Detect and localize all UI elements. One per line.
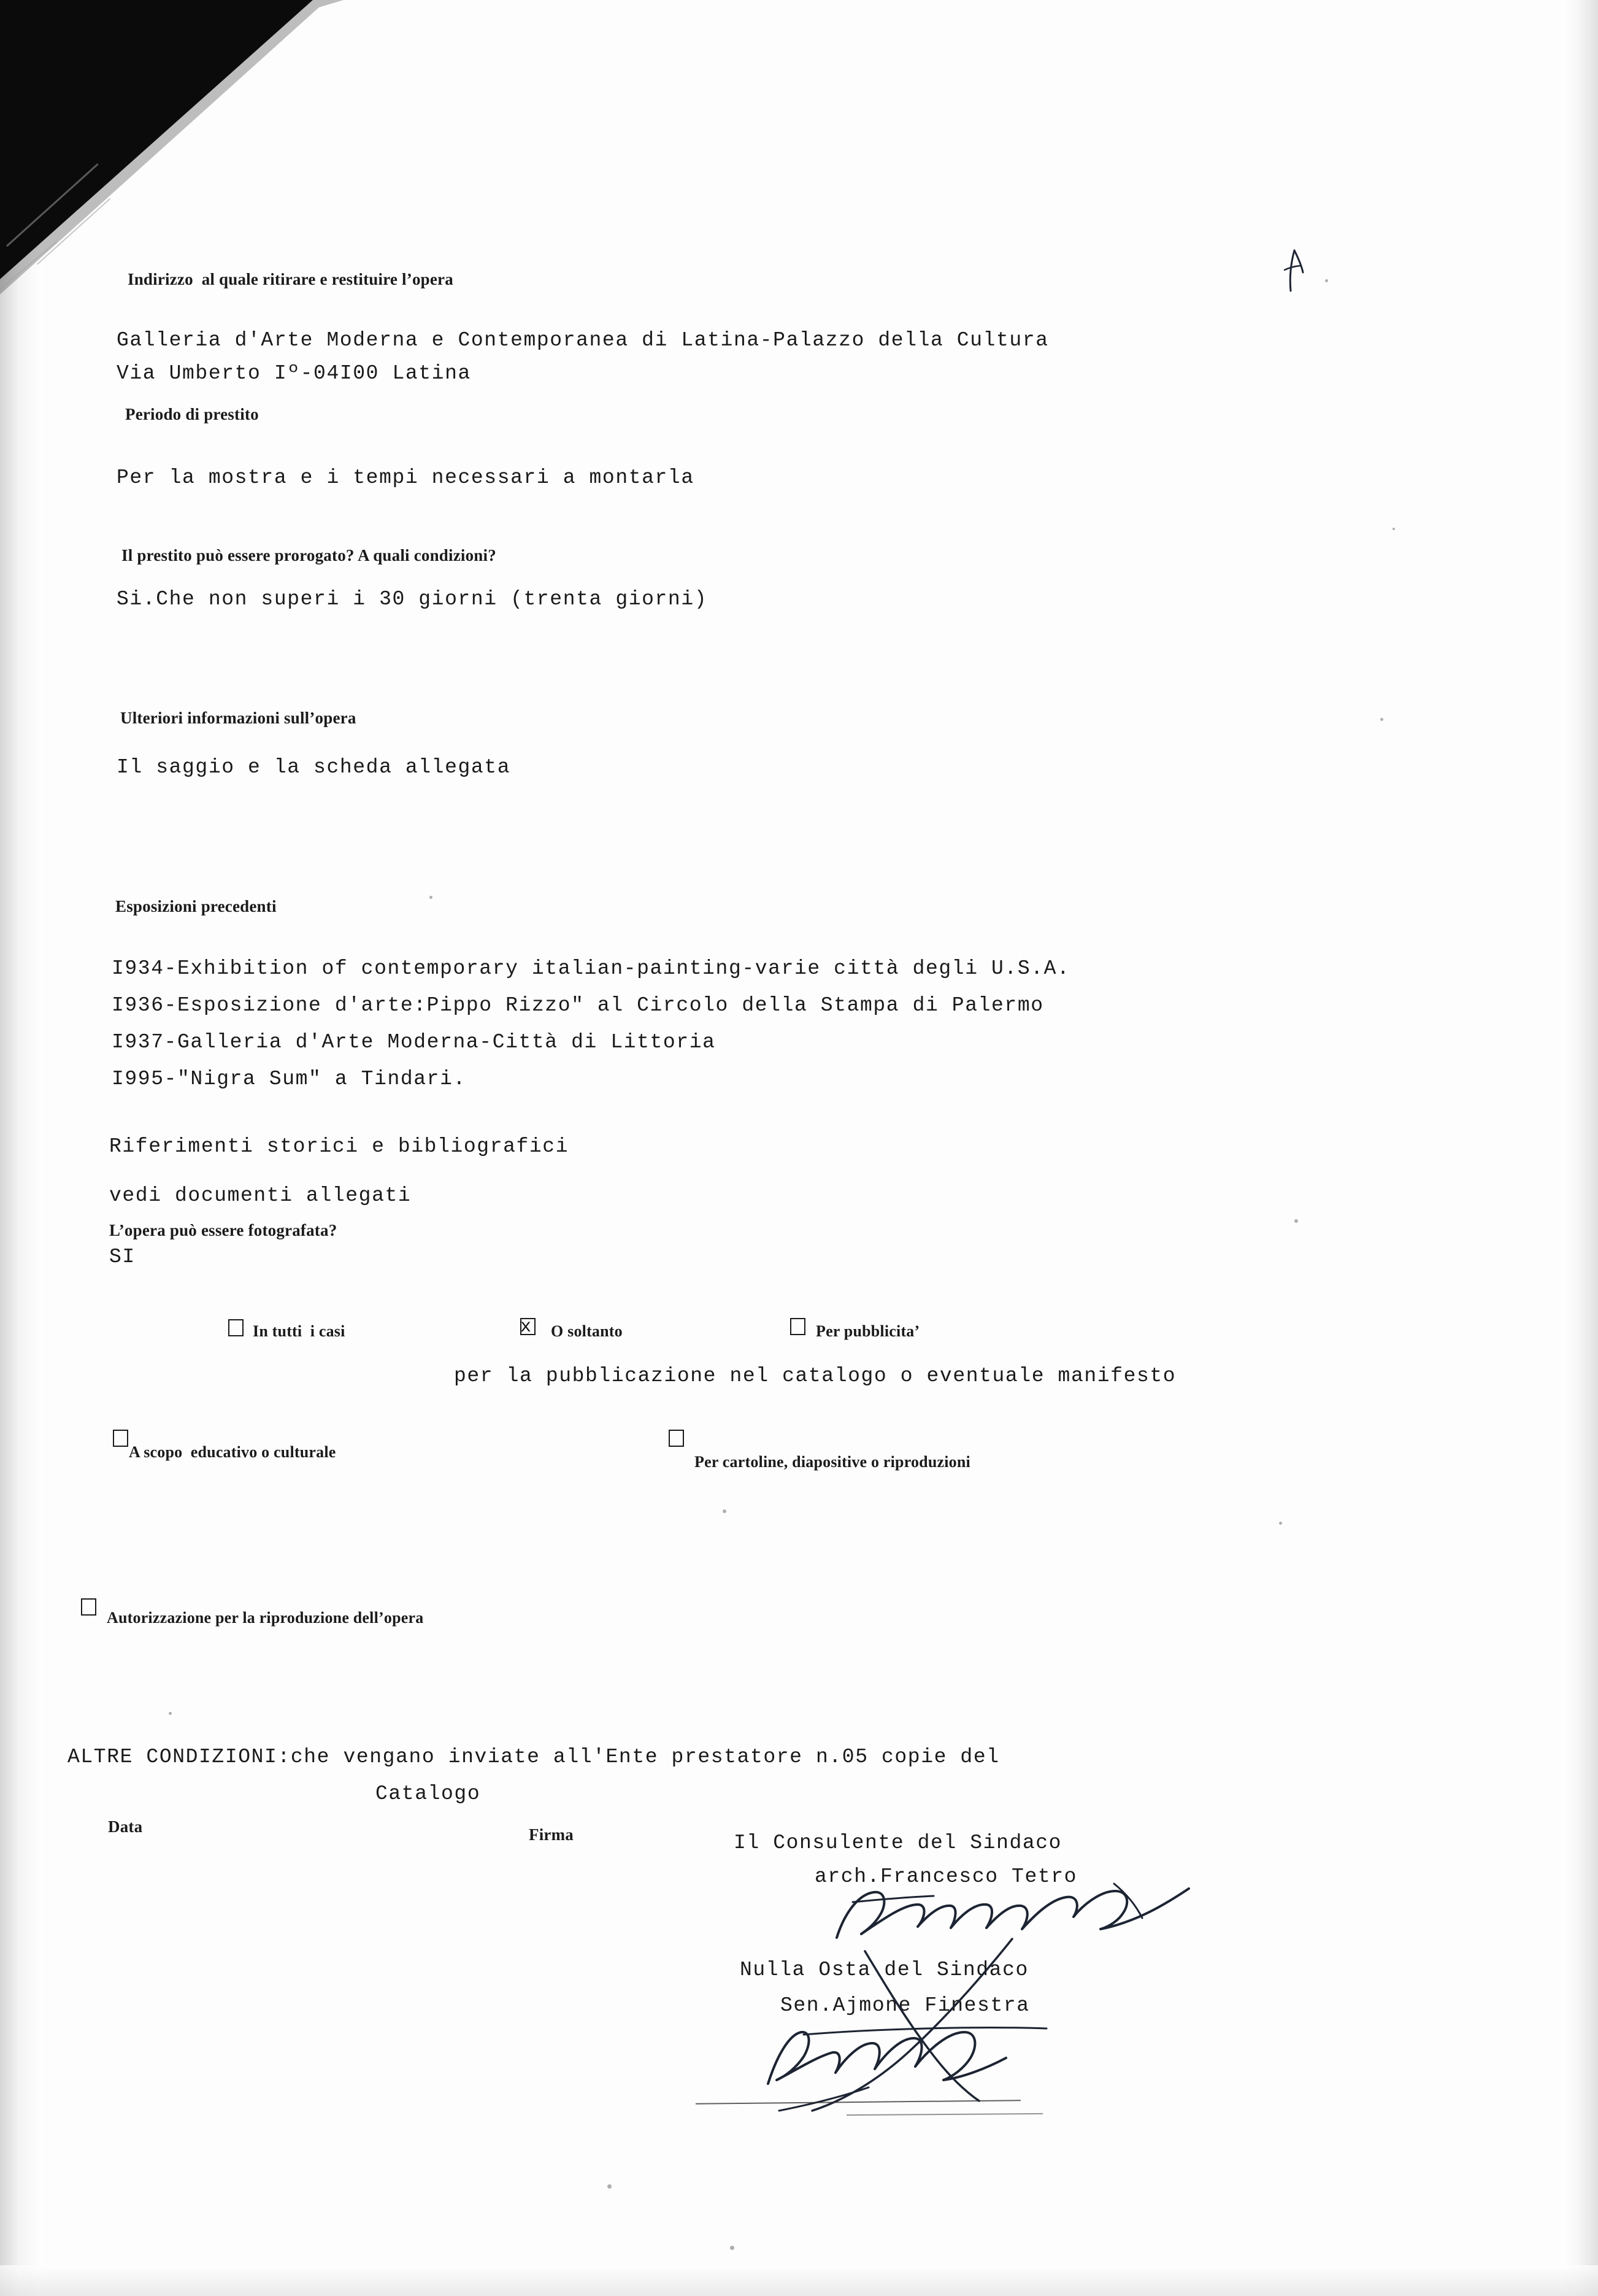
checkbox-in-tutti-i-casi[interactable] [228,1319,244,1336]
checkbox-label-o-soltanto: O soltanto [551,1322,623,1340]
field-label-indirizzo: Indirizzo al quale ritirare e restituire l’opera [128,270,453,288]
field-value-esposizioni-line3: I937-Galleria d'Arte Moderna-Città di Littoria [112,1031,716,1054]
field-value-indirizzo-line1: Galleria d'Arte Moderna e Contemporanea di Latina-Palazzo della Cultura [117,329,1049,352]
checkbox-scopo-educativo[interactable] [113,1430,128,1447]
checkbox-label-per-pubblicita: Per pubblicita’ [816,1322,920,1340]
field-label-esposizioni-precedenti: Esposizioni precedenti [115,897,277,915]
field-label-proroga: Il prestito può essere prorogato? A quali condizioni? [121,546,496,564]
checkbox-label-in-tutti-i-casi: In tutti i casi [253,1322,345,1340]
field-label-periodo-prestito: Periodo di prestito [125,405,259,423]
field-value-esposizioni-line4: I995-"Nigra Sum" a Tindari. [112,1068,466,1090]
checkbox-autorizzazione-riproduzione[interactable] [81,1598,96,1616]
checkbox-label-scopo-educativo: A scopo educativo o culturale [129,1443,336,1461]
scan-speck [730,2246,734,2250]
scan-speck [1294,1219,1298,1223]
checkbox-label-autorizzazione-riproduzione: Autorizzazione per la riproduzione dell’opera [107,1609,424,1627]
field-value-indirizzo-line2: Via Umberto Iº-04I00 Latina [117,362,471,385]
footer-mayor-clearance: Nulla Osta del Sindaco [740,1959,1029,1981]
footer-mayor-name: Sen.Ajmone Finestra [780,1994,1030,2017]
footer-consultant-name: arch.Francesco Tetro [815,1865,1078,1888]
scan-speck [723,1509,726,1513]
scan-edge-shadow-right [1561,0,1598,2296]
footer-label-firma: Firma [529,1825,574,1844]
checkbox-per-pubblicita[interactable] [790,1318,805,1335]
field-value-fotografata: SI [109,1246,136,1268]
pen-flick-mark [1276,245,1319,301]
field-value-esposizioni-line1: I934-Exhibition of contemporary italian-painting-varie città degli U.S.A. [112,957,1070,980]
field-value-riferimenti-valore: vedi documenti allegati [109,1184,412,1207]
other-conditions-line1: ALTRE CONDIZIONI:che vengano inviate all'Ente prestatore n.05 copie del [67,1746,1000,1768]
photo-note-text: per la pubblicazione nel catalogo o eventuale manifesto [454,1365,1177,1387]
checkbox-label-cartoline-diapositive: Per cartoline, diapositive o riproduzioni [694,1453,970,1471]
field-value-proroga: Si.Che non superi i 30 giorni (trenta giorni) [117,588,708,611]
field-label-fotografata: L’opera può essere fotografata? [109,1221,337,1239]
scan-speck [1392,528,1395,530]
field-value-ulteriori-informazioni: Il saggio e la scheda allegata [117,756,511,779]
field-value-riferimenti-titolo: Riferimenti storici e bibliografici [109,1135,569,1158]
scan-speck [607,2184,612,2189]
scan-speck [1279,1522,1282,1525]
footer-consultant-title: Il Consulente del Sindaco [734,1832,1062,1854]
field-value-periodo-prestito: Per la mostra e i tempi necessari a montarla [117,466,694,489]
scan-speck [429,896,432,899]
field-value-esposizioni-line2: I936-Esposizione d'arte:Pippo Rizzo" al Circolo della Stampa di Palermo [112,994,1044,1017]
checkbox-cartoline-diapositive[interactable] [669,1430,684,1447]
scan-speck [1325,279,1328,282]
footer-label-data: Data [108,1817,143,1836]
other-conditions-line2: Catalogo [375,1782,481,1805]
scan-edge-shadow-left [0,0,43,2296]
scan-speck [169,1712,172,1715]
field-label-ulteriori-informazioni: Ulteriori informazioni sull’opera [120,709,356,727]
handwritten-signature-mayor [681,1927,1123,2123]
scan-edge-shadow-bottom [0,2265,1598,2296]
checkbox-mark-o-soltanto: x [520,1317,532,1338]
scan-speck [1380,718,1383,721]
